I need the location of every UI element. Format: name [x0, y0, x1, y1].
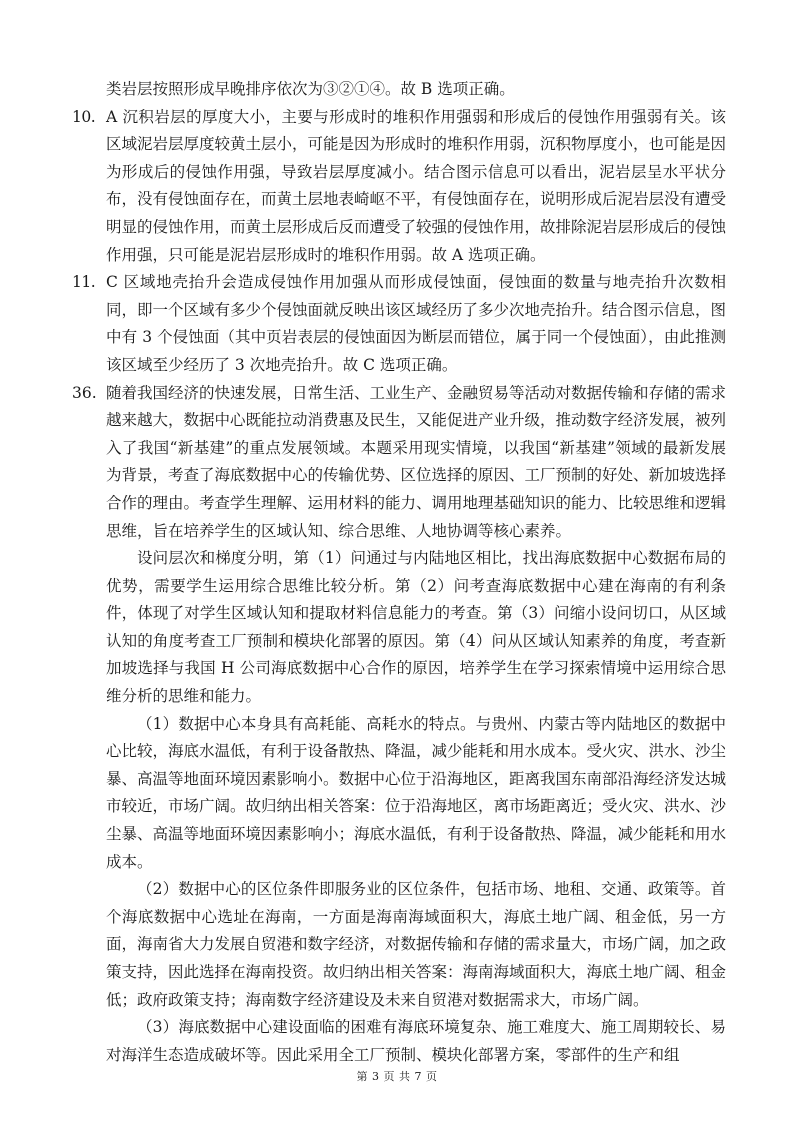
answer-item-11: [72, 269, 726, 379]
answer-item-36: [72, 380, 726, 546]
item-number: 36.: [72, 383, 97, 402]
item-text: A 沉积岩层的厚度大小，主要与形成时的堆积作用强弱和形成后的侵蚀作用强弱有关。该区域泥岩层厚度较黄土层小，可能是因为形成时的堆积作用弱，沉积物厚度小，也可能是因为形成后的侵蚀作用强，导致岩层厚度减小。结合图示信息可以看出，泥岩层呈水平状分布，没有侵蚀面存在，而黄土层地表崎岖不平，有侵蚀面存在，说明形成后泥岩层没有遭受明显的侵蚀作用，而黄土层形成后反而遭受了较强的侵蚀作用，故排除泥岩层形成后的侵蚀作用强，只可能是泥岩层形成时的堆积作用弱。故 A 选项正确。: [106, 107, 727, 264]
page-content: [72, 76, 726, 1069]
item-number: 11.: [72, 273, 96, 292]
page-footer: 第 3 页 共 7 页: [356, 1070, 438, 1083]
item-number: 10.: [72, 107, 96, 126]
item-text: 随着我国经济的快速发展，日常生活、工业生产、金融贸易等活动对数据传输和存储的需求越来越大，数据中心既能拉动消费惠及民生，又能促进产业升级，推动数字经济发展，被列入了我国“新基建”的重点发展领域。本题采用现实情境，以我国“新基建”领域的最新发展为背景，考查了海底数据中心的传输优势、区位选择的原因、工厂预制的好处、新加坡选择合作的理由。考查学生理解、运用材料的能力、调用地理基础知识的能力、比较思维和逻辑思维，旨在培养学生的区域认知、综合思维、人地协调等核心素养。: [106, 383, 727, 540]
answer-part-3: （3）海底数据中心建设面临的困难有海底环境复杂、施工难度大、施工周期较长、易对海洋生态造成破坏等。因此采用全工厂预制、模块化部署方案，零部件的生产和组: [106, 1018, 726, 1064]
answer-item-10: [72, 104, 726, 270]
continuation-text: 类岩层按照形成早晚排序依次为③②①④。故 B 选项正确。: [106, 80, 515, 98]
answer-part-2: （2）数据中心的区位条件即服务业的区位条件，包括市场、地租、交通、政策等。首个海底数据中心选址在海南，一方面是海南海域面积大，海底土地广阔、租金低，另一方面，海南省大力发展自贸港和数字经济，对数据传输和存储的需求量大，市场广阔，加之政策支持，因此选择在海南投资。故归纳出相关答案：海南海域面积大，海底土地广阔、租金低；政府政策支持；海南数字经济建设及未来自贸港对数据需求大，市场广阔。: [106, 880, 727, 1009]
answer-part-1: （1）数据中心本身具有高耗能、高耗水的特点。与贵州、内蒙古等内陆地区的数据中心比较，海底水温低，有利于设备散热、降温，减少能耗和用水成本。受火灾、洪水、沙尘暴、高温等地面环境因素影响小。数据中心位于沿海地区，距离我国东南部沿海经济发达城市较近，市场广阔。故归纳出相关答案：位于沿海地区，离市场距离近；受火灾、洪水、沙尘暴、高温等地面环境因素影响小；海底水温低，有利于设备散热、降温，减少能耗和用水成本。: [106, 714, 727, 871]
design-paragraph: 设问层次和梯度分明，第（1）问通过与内陆地区相比，找出海底数据中心数据布局的优势，需要学生运用综合思维比较分析。第（2）问考查海底数据中心建在海南的有利条件，体现了对学生区域认知和提取材料信息能力的考查。第（3）问缩小设问切口，从区域认知的角度考查工厂预制和模块化部署的原因。第（4）问从区域认知素养的角度，考查新加坡选择与我国 H 公司海底数据中心合作的原因，培养学生在学习探索情境中运用综合思维分析的思维和能力。: [106, 549, 726, 706]
item-text: C 区域地壳抬升会造成侵蚀作用加强从而形成侵蚀面，侵蚀面的数量与地壳抬升次数相同，即一个区域有多少个侵蚀面就反映出该区域经历了多少次地壳抬升。结合图示信息，图中有 3 个侵蚀面（其中页岩表层的侵蚀面因为断层而错位，属于同一个侵蚀面），由此推测该区域至少经历了 3 次地壳抬升。故 C 选项正确。: [106, 273, 727, 374]
